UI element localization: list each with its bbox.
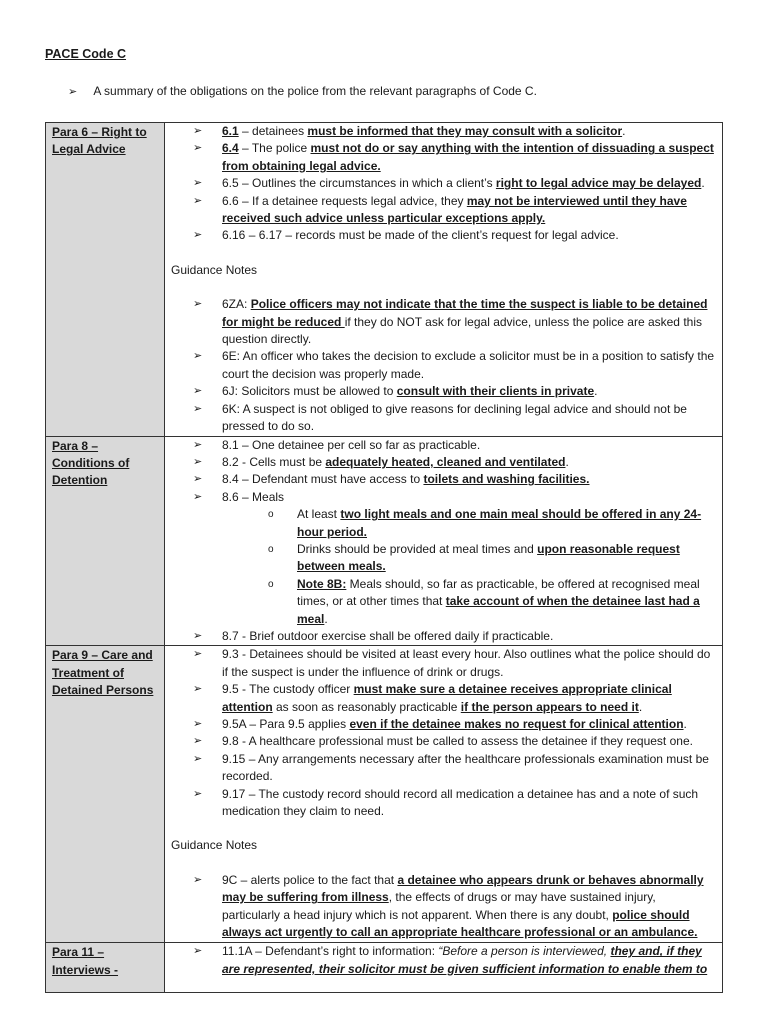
list-item: ➢ 9.15 – Any arrangements necessary after the healthcare professionals examination must be recorded.: [193, 751, 716, 786]
list-item: ➢ 8.2 - Cells must be adequately heated, cleaned and ventilated.: [193, 454, 716, 471]
table-row: [46, 646, 723, 943]
intro-text: A summary of the obligations on the police from the relevant paragraphs of Code C.: [93, 84, 537, 98]
guidance-label: Guidance Notes: [171, 262, 258, 277]
list-item: ➢ 6.16 – 6.17 – records must be made of the client’s request for legal advice.: [193, 227, 716, 244]
list-item: ➢ 9.5 - The custody officer must make sure a detainee receives appropriate clinical attention as soon as reasonably practicable if the person appears to need it.: [193, 681, 716, 716]
section-heading: Para 9 – Care and Treatment of Detained Persons: [46, 646, 165, 943]
section-heading: Para 11 – Interviews -: [46, 943, 165, 993]
list-item: ➢ 8.1 – One detainee per cell so far as practicable.: [193, 437, 716, 454]
document-title: PACE Code C: [45, 47, 127, 61]
item-list: [171, 943, 716, 978]
list-item: ➢ 8.6 – Meals o At least two light meals and one main meal should be offered in any 24-hour period. o Drinks should be provided at meal times and upon reasonable request between meals. o Note 8B: Meals should, so far as practicable, be offered at recognised meal times, or at other times that take account of when the detainee last had a meal.: [193, 489, 716, 628]
item-list: [171, 437, 716, 646]
arrow-bullet-icon: ➢: [68, 86, 78, 98]
list-item: ➢ 11.1A – Defendant’s right to information: “Before a person is interviewed, they and, if they are represented, their solicitor must be given sufficient information to enable them to: [193, 943, 716, 978]
list-item: ➢ 8.7 - Brief outdoor exercise shall be offered daily if practicable.: [193, 628, 716, 645]
list-item: ➢ 6ZA: Police officers may not indicate that the time the suspect is liable to be detained for might be reduced if they do NOT ask for legal advice, unless the police are asked this question directly.: [193, 296, 716, 348]
section-body: [165, 943, 723, 993]
section-body: [165, 436, 723, 646]
section-heading: Para 8 – Conditions of Detention: [46, 436, 165, 646]
list-item: ➢ 9.17 – The custody record should record all medication a detainee has and a note of such medication they claim to need.: [193, 786, 716, 821]
meals-sublist: [222, 506, 716, 628]
intro-line: [68, 84, 537, 98]
sub-list-item: o At least two light meals and one main meal should be offered in any 24-hour period.: [268, 506, 716, 541]
list-item: ➢ 6.6 – If a detainee requests legal advice, they may not be interviewed until they have received such advice unless particular exceptions apply.: [193, 193, 716, 228]
list-item: ➢ 9.5A – Para 9.5 applies even if the detainee makes no request for clinical attention.: [193, 716, 716, 733]
guidance-label: Guidance Notes: [171, 838, 258, 853]
item-list: [171, 646, 716, 820]
list-item: ➢ 6E: An officer who takes the decision to exclude a solicitor must be in a position to satisfy the court the decision was properly made.: [193, 348, 716, 383]
list-item: ➢ 6.4 – The police must not do or say anything with the intention of dissuading a suspect from obtaining legal advice.: [193, 140, 716, 175]
table-row: [46, 123, 723, 437]
guidance-list: [171, 872, 716, 942]
guidance-list: [171, 296, 716, 435]
section-body: [165, 646, 723, 943]
list-item: ➢ 6J: Solicitors must be allowed to consult with their clients in private.: [193, 383, 716, 400]
sub-list-item: o Note 8B: Meals should, so far as practicable, be offered at recognised meal times, or at other times that take account of when the detainee last had a meal.: [268, 576, 716, 628]
list-item: ➢ 6K: A suspect is not obliged to give reasons for declining legal advice and should not be pressed to do so.: [193, 401, 716, 436]
table-row: [46, 943, 723, 993]
list-item: ➢ 9C – alerts police to the fact that a detainee who appears drunk or behaves abnormally may be suffering from illness, the effects of drugs or may have sustained injury, particularly a head injury which is not apparent. When there is any doubt, police should always act urgently to call an appropriate healthcare professional or an ambulance.: [193, 872, 716, 942]
list-item: ➢ 6.5 – Outlines the circumstances in which a client’s right to legal advice may be delayed.: [193, 175, 716, 192]
sub-list-item: o Drinks should be provided at meal times and upon reasonable request between meals.: [268, 541, 716, 576]
section-body: [165, 123, 723, 437]
list-item: ➢ 8.4 – Defendant must have access to toilets and washing facilities.: [193, 471, 716, 488]
list-item: ➢ 9.3 - Detainees should be visited at least every hour. Also outlines what the police should do if the suspect is under the influence of drink or drugs.: [193, 646, 716, 681]
table-row: [46, 436, 723, 646]
item-list: [171, 123, 716, 245]
list-item: ➢ 9.8 - A healthcare professional must be called to assess the detainee if they request one.: [193, 733, 716, 750]
list-item: ➢ 6.1 – detainees must be informed that they may consult with a solicitor.: [193, 123, 716, 140]
pace-summary-table: [45, 122, 723, 993]
section-heading: Para 6 – Right to Legal Advice: [46, 123, 165, 437]
